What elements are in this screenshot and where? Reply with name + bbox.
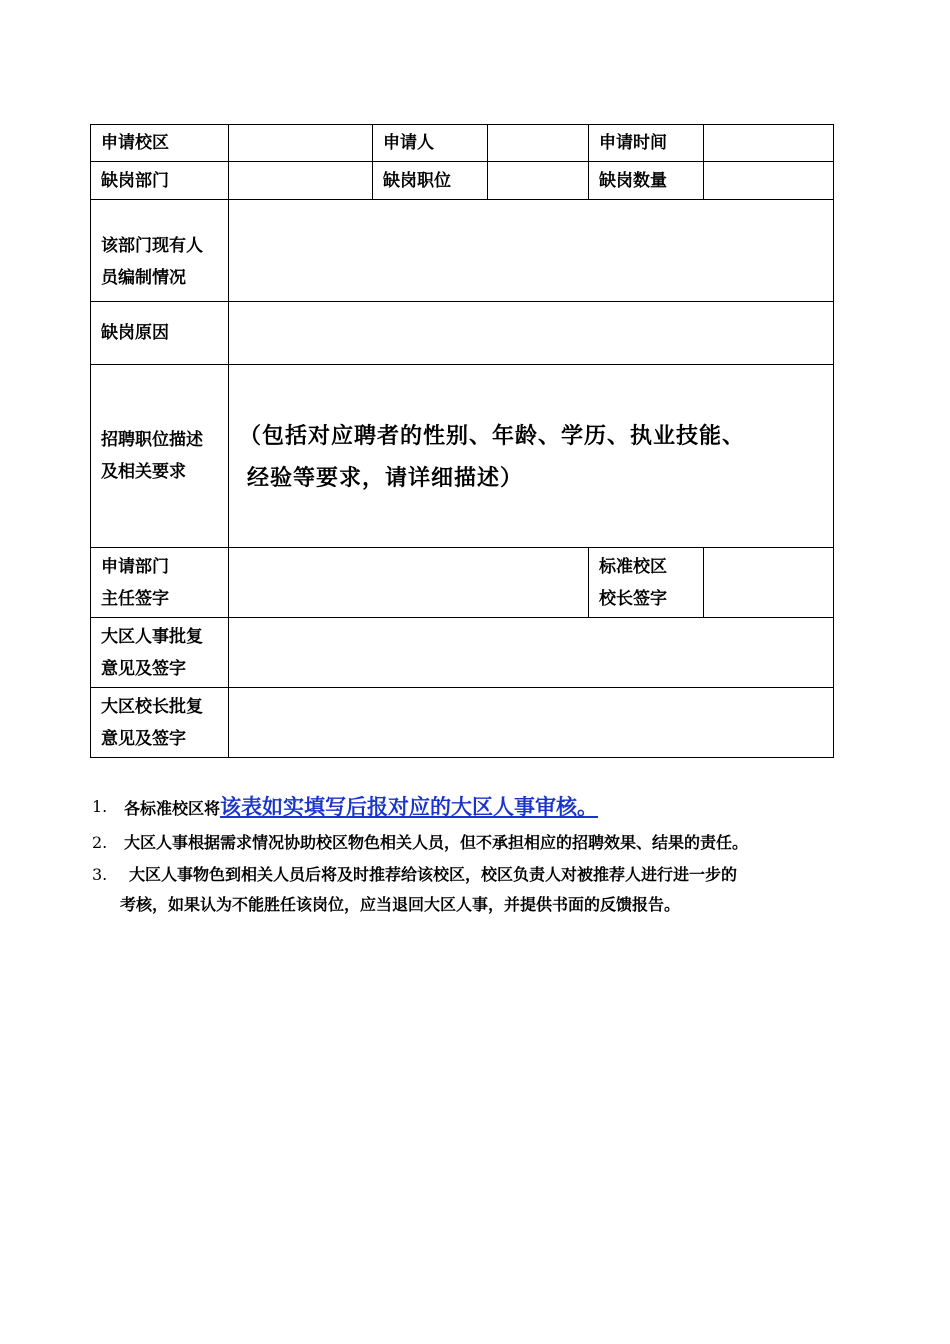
principal-sign-label-line1: 标准校区 <box>599 556 667 577</box>
job-desc-label-line1: 招聘职位描述 <box>101 430 203 450</box>
form-row-description <box>91 365 834 548</box>
note-3-line1: 大区人事物色到相关人员后将及时推荐给该校区，校区负责人对被推荐人进行进一步的 <box>129 865 738 884</box>
note-2-text: 大区人事根据需求情况协助校区物色相关人员，但不承担相应的招聘效果、结果的责任。 <box>124 833 749 852</box>
dept-head-sign-label <box>91 548 229 618</box>
note-1-highlight: 该表如实填写后报对应的大区人事审核。 <box>220 794 599 819</box>
hr-approval-label-line1: 大区人事批复 <box>101 626 203 647</box>
dept-head-sign-input[interactable] <box>229 548 589 618</box>
principal-sign-input[interactable] <box>704 548 834 618</box>
form-row-signatures <box>91 548 834 618</box>
note-item-3 <box>92 860 882 920</box>
note-number-1: 1. <box>92 797 108 816</box>
note-item-2 <box>92 828 882 858</box>
job-desc-hint-line2: 经验等要求，请详细描述） <box>247 465 524 491</box>
region-principal-label-line1: 大区校长批复 <box>101 696 203 717</box>
vacant-count-input[interactable] <box>704 162 834 200</box>
region-principal-input[interactable] <box>229 688 834 758</box>
form-row-region-principal <box>91 688 834 758</box>
recruitment-form-table <box>90 124 834 758</box>
vacant-dept-input[interactable] <box>229 162 373 200</box>
dept-head-sign-label-line1: 申请部门 <box>101 556 169 577</box>
apply-time-input[interactable] <box>704 125 834 162</box>
region-principal-label-line2: 意见及签字 <box>101 728 186 749</box>
vacant-position-label: 缺岗职位 <box>373 162 488 200</box>
campus-input[interactable] <box>229 125 373 162</box>
hr-approval-label <box>91 618 229 688</box>
notes-list <box>92 792 882 926</box>
note-number-3: 3. <box>92 865 108 884</box>
job-desc-label <box>91 365 229 548</box>
form-row-hr-approval <box>91 618 834 688</box>
note-item-1 <box>92 792 882 824</box>
campus-label: 申请校区 <box>91 125 229 162</box>
job-desc-input[interactable] <box>229 365 834 548</box>
form-row-staffing <box>91 200 834 302</box>
hr-approval-input[interactable] <box>229 618 834 688</box>
applicant-input[interactable] <box>488 125 589 162</box>
applicant-label: 申请人 <box>373 125 488 162</box>
vacant-count-label: 缺岗数量 <box>589 162 704 200</box>
vacant-position-input[interactable] <box>488 162 589 200</box>
principal-sign-label-line2: 校长签字 <box>599 588 667 609</box>
job-desc-label-line2: 及相关要求 <box>101 462 186 482</box>
apply-time-label: 申请时间 <box>589 125 704 162</box>
note-1-prefix: 各标准校区将 <box>124 799 221 818</box>
job-desc-hint <box>239 413 833 499</box>
reason-label: 缺岗原因 <box>91 302 229 365</box>
hr-approval-label-line2: 意见及签字 <box>101 658 186 679</box>
vacant-dept-label: 缺岗部门 <box>91 162 229 200</box>
form-row-campus <box>91 125 834 162</box>
note-number-2: 2. <box>92 833 108 852</box>
staffing-label <box>91 200 229 302</box>
note-3-line2: 考核，如果认为不能胜任该岗位，应当退回大区人事，并提供书面的反馈报告。 <box>120 895 681 914</box>
principal-sign-label <box>589 548 704 618</box>
region-principal-label <box>91 688 229 758</box>
form-row-reason <box>91 302 834 365</box>
staffing-input[interactable] <box>229 200 834 302</box>
reason-input[interactable] <box>229 302 834 365</box>
dept-head-sign-label-line2: 主任签字 <box>101 588 169 609</box>
staffing-label-line1: 该部门现有人 <box>101 235 203 256</box>
job-desc-hint-line1: （包括对应聘者的性别、年龄、学历、执业技能、 <box>239 423 746 449</box>
form-row-department <box>91 162 834 200</box>
staffing-label-line2: 员编制情况 <box>101 267 186 288</box>
